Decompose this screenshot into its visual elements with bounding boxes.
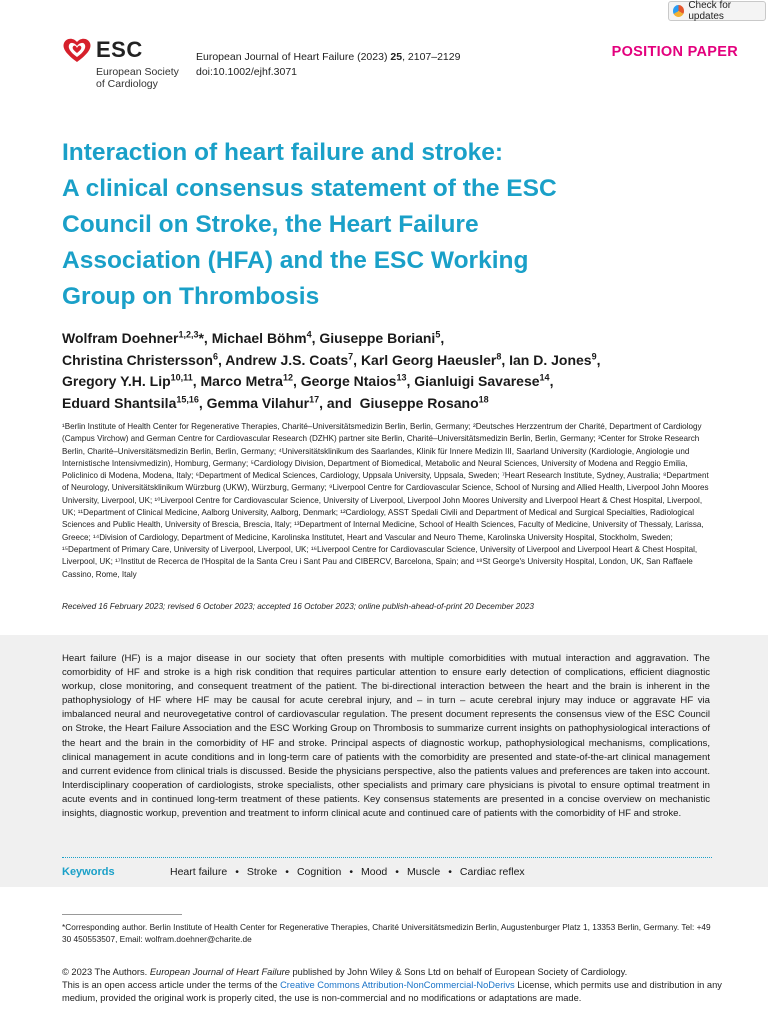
keywords-divider [62, 857, 712, 858]
title-line: Council on Stroke, the Heart Failure [62, 211, 479, 238]
affiliations: ¹Berlin Institute of Health Center for Regenerative Therapies, Charité–Universitätsmedizin Berlin, Berlin, Germany; ²Deutsches Herzzentrum der Charité, Department of Cardiology (Campus Virchow) and German Centre for Cardiovascular Research (DZHK) partner site Berlin, Charité–Universitätsmedizin Berlin, Berlin, Germany; ³Center for Stroke Research Berlin, Charité–Universitätsmedizin Berlin, Berlin, Germany; ⁴Universitätsklinikum des Saarlandes, Klinik für Innere Medizin III, Saarland University (Kardiologie, Angiologie und Internistische Intensivmedizin), Homburg, Germany; ⁵Cardiology Division, Department of Biomedical, Metabolic and Neural Sciences, University of Modena and Reggio Emilia, Policlinico di Modena, Modena, Italy; ⁶Department of Medical Sciences, Cardiology, Uppsala University, Uppsala, Sweden; ⁷Heart Research Institute, Sydney, Australia; ⁸Department of Neurology, Universitätsklinikum Würzburg (UKW), Würzburg, Germany; ⁹Liverpool Centre for Cardiovascular Science, School of Nursing and Allied Health, Liverpool John Moores University, Liverpool, UK; ¹⁰Liverpool Centre for Cardiovascular Science, University of Liverpool, Liverpool John Moores University and Liverpool Heart & Chest Hospital, Liverpool, UK; ¹¹Department of Clinical Medicine, Aalborg University, Aalborg, Denmark; ¹²Cardiology, ASST Spedali Civili and Department of Medical and Surgical Specialties, Radiological Sciences and Public Health, University of Brescia, Brescia, Italy; ¹³Department of Internal Medicine, School of Health Sciences, Faculty of Medicine, University of Thessaly, Larissa, Greece; ¹⁴Division of Cardiology, Department of Medicine, Karolinska Institutet, Heart and Vascular and Neuro Theme, Karolinska University Hospital, Stockholm, Sweden; ¹⁵Department of Primary Care, University of Liverpool, Liverpool, UK; ¹⁶Liverpool Centre for Cardiovascular Science, University of Liverpool and Liverpool Heart & Chest Hospital, Liverpool, UK; ¹⁷Institut de Recerca de l'Hospital de la Santa Creu i Sant Pau and CIBERCV, Barcelona, Spain; and ¹⁸St George's University Hospital, London, UK, San Raffaele Cassino, Rome, Italy [62, 422, 709, 579]
license-link[interactable]: Creative Commons Attribution-NonCommercial-NoDerivs [280, 980, 515, 990]
logo-line1: European Society [96, 66, 179, 78]
author-name[interactable]: Andrew J.S. Coats [225, 351, 349, 368]
copyright-publisher: published by John Wiley & Sons Ltd on behalf of European Society of Cardiology. [292, 967, 628, 977]
article-title [62, 135, 682, 315]
author-sep: , [440, 330, 445, 346]
author-sep: , [353, 351, 361, 368]
paper-type-label: POSITION PAPER [611, 44, 738, 60]
bullet-icon: • [349, 866, 353, 878]
heart-logo-icon [62, 36, 92, 64]
copyright-notice [62, 966, 722, 1005]
author-name[interactable]: Wolfram Doehner [62, 330, 179, 346]
author-sep: , [217, 351, 226, 368]
author-affil-sup: 6 [212, 350, 218, 361]
bullet-icon: • [448, 866, 452, 878]
journal-doi[interactable]: doi:10.1002/ejhf.3071 [196, 66, 298, 78]
title-line: Group on Thrombosis [62, 283, 320, 310]
author-name[interactable]: Karl Georg Haeusler [360, 351, 497, 368]
author-sep: , [198, 394, 207, 411]
author-affil-sup: 13 [396, 372, 407, 383]
author-sep: , [192, 373, 201, 389]
keyword[interactable]: Muscle [406, 866, 441, 878]
journal-reference [196, 50, 460, 80]
author-line [62, 371, 742, 393]
author-line [62, 393, 742, 415]
author-name[interactable]: Eduard Shantsila [62, 394, 177, 411]
author-affil-sup: 14 [539, 372, 550, 383]
author-affil-sup: 12 [282, 372, 293, 383]
author-list [62, 328, 742, 414]
crossmark-icon [673, 5, 684, 17]
keywords-list [170, 866, 533, 878]
received-dates: Received 16 February 2023; revised 6 October 2023; accepted 16 October 2023; online publish-ahead-of-print 20 December 2023 [62, 602, 534, 611]
author-line [62, 328, 742, 350]
copyright-text: © 2023 The Authors. [62, 967, 148, 977]
bullet-icon: • [285, 866, 289, 878]
abstract-text: Heart failure (HF) is a major disease in our society that often presents with multiple comorbidities with mutual interaction and aggravation. The comorbidity of HF and stroke is a high risk condition that requires particular attention to ensure early detection of complications, efficient diagnostic workup, close monitoring, and consequent treatment of the patient. The bi-directional interaction between the heart and the brain is inherent in the pathophysiology of HF where HF may be causal for acute cerebral injury, and – in turn – acute cerebral injury may induce or aggravate HF via imbalanced neural and neurovegetative control of cardiovascular regulation. The present document represents the consensus view of the ESC Council on Stroke, the Heart Failure Association and the ESC Working Group on Thrombosis to summarize current insights on pathophysiological interactions of the heart and the brain in the comorbidity of HF and stroke. Principal aspects of diagnostic workup, pathophysiological mechanisms, complications, clinical management in acute conditions and in long-term care of patients with the comorbidity are presented and state-of-the-art clinical management and current evidence from clinical trials is discussed. Beside the physicians perspective, also the patients values and preferences are taken into account. Interdisciplinary cooperation of cardiologists, stroke specialists, other specialists and primary care physicians is pivotal to ensure optimal treatment in acute events and in continued long-term treatment of these patients. Key consensus statements are presented in a concise overview on mechanistic insights, diagnostic workup, prevention and treatment to inform clinical acute and continued care of patients with the comorbidity of HF and stroke. [62, 653, 710, 820]
esc-logo [62, 36, 202, 92]
copyright-journal: European Journal of Heart Failure [149, 967, 290, 977]
author-sep: , and [319, 394, 356, 411]
check-for-updates-label: Check for updates [688, 0, 732, 22]
author-name[interactable]: Christina Christersson [62, 351, 213, 368]
license-terms: License, which permits use and distribution in any medium, provided the original work is properly cited, the use is non-commercial and no modifications or adaptations are made. [62, 980, 722, 1003]
keyword[interactable]: Heart failure [170, 866, 228, 878]
author-sep: *, [198, 330, 212, 346]
author-affil-sup: 15,16 [176, 393, 199, 404]
title-line: Association (HFA) and the ESC Working [62, 247, 529, 274]
check-for-updates-button[interactable] [668, 1, 766, 21]
author-name[interactable]: Giuseppe Rosano [359, 394, 479, 411]
footnote-rule [62, 914, 182, 915]
author-affil-sup: 5 [435, 329, 441, 340]
corresponding-author: *Corresponding author. Berlin Institute of Health Center for Regenerative Therapies, Charité Universitätsmedizin Berlin, Augustenburger Platz 1, 13353 Berlin, Germany. Tel: +49 30 450553507, Email: wolfram.doehner@charite.de [62, 922, 711, 944]
author-name[interactable]: Michael Böhm [211, 330, 307, 346]
keyword[interactable]: Stroke [246, 866, 278, 878]
author-name[interactable]: Gianluigi Savarese [414, 373, 540, 389]
logo-line2: of Cardiology [96, 78, 158, 90]
author-line [62, 350, 742, 372]
author-sep: , [292, 373, 301, 389]
title-line: A clinical consensus statement of the ESC [62, 175, 557, 202]
author-affil-sup: 9 [591, 350, 597, 361]
author-sep: , [501, 351, 510, 368]
author-name[interactable]: Giuseppe Boriani [319, 330, 436, 346]
journal-pages: , 2107–2129 [402, 51, 461, 63]
author-affil-sup: 8 [496, 350, 502, 361]
license-text: This is an open access article under the terms of the [62, 980, 278, 990]
title-line: Interaction of heart failure and stroke: [62, 139, 504, 166]
keyword[interactable]: Mood [361, 866, 388, 878]
author-affil-sup: 17 [309, 393, 320, 404]
keyword[interactable]: Cognition [296, 866, 342, 878]
keyword[interactable]: Cardiac reflex [459, 866, 525, 878]
logo-acronym: ESC [96, 37, 143, 62]
author-affil-sup: 10,11 [170, 372, 193, 383]
author-affil-sup: 7 [348, 350, 354, 361]
journal-volume: 25 [390, 51, 403, 63]
author-sep: , [549, 373, 554, 389]
author-name[interactable]: George Ntaios [300, 373, 397, 389]
author-sep: , [596, 351, 601, 368]
keywords-label: Keywords [62, 866, 115, 878]
author-name[interactable]: Marco Metra [200, 373, 283, 389]
journal-name: European Journal of Heart Failure (2023) [196, 51, 388, 63]
author-sep: , [311, 330, 320, 346]
author-affil-sup: 1,2,3 [178, 329, 199, 340]
author-name[interactable]: Gemma Vilahur [206, 394, 310, 411]
author-affil-sup: 18 [478, 393, 489, 404]
author-affil-sup: 4 [306, 329, 312, 340]
author-name[interactable]: Gregory Y.H. Lip [62, 373, 171, 389]
bullet-icon: • [395, 866, 399, 878]
author-name[interactable]: Ian D. Jones [509, 351, 592, 368]
author-sep: , [406, 373, 415, 389]
bullet-icon: • [235, 866, 239, 878]
